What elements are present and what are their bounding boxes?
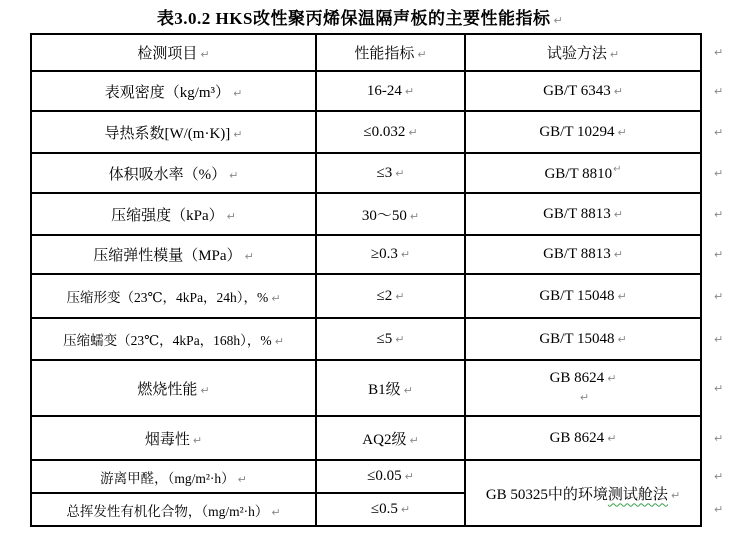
paragraph-mark-icon: ↵ xyxy=(670,488,681,502)
cell-value: 16-24 ↵ xyxy=(316,71,465,111)
paragraph-mark-icon: ↵ xyxy=(395,166,405,180)
paragraph-mark-icon: ↵ xyxy=(617,289,627,303)
paragraph-mark-icon: ↵ xyxy=(613,84,623,98)
cell-item: 压缩弹性模量（MPa） ↵ xyxy=(31,235,316,274)
cell-method: GB/T 10294 ↵ xyxy=(465,111,701,153)
paragraph-mark-icon: ↵ xyxy=(553,14,564,27)
cell-method-merged: GB 50325中的环境测试舱法 ↵ xyxy=(465,460,701,526)
paragraph-mark-icon: ↵ xyxy=(200,383,210,397)
row-end-mark-icon: ↵ xyxy=(714,207,724,221)
cell-item: 游离甲醛，（mg/m²·h） ↵ xyxy=(31,460,316,493)
cell-method: GB/T 6343 ↵ xyxy=(465,71,701,111)
paragraph-mark-icon: ↵ xyxy=(404,84,415,98)
header-item xyxy=(31,34,316,71)
row-end-mark xyxy=(701,71,733,111)
row-end-mark-icon: ↵ xyxy=(714,125,724,139)
cell-value: ≥0.3 ↵ xyxy=(316,235,465,274)
row-end-mark xyxy=(701,318,733,360)
row-end-mark-icon: ↵ xyxy=(714,248,724,261)
paragraph-mark-icon: ↵ xyxy=(579,391,590,405)
row-end-mark-icon: ↵ xyxy=(714,431,724,445)
table-row xyxy=(31,318,733,360)
paragraph-mark-icon: ↵ xyxy=(408,125,418,139)
cell-value: AQ2级 ↵ xyxy=(316,416,465,460)
table-row xyxy=(31,460,733,493)
row-end-mark-icon: ↵ xyxy=(714,332,724,346)
cell-item: 表观密度（kg/m³） ↵ xyxy=(31,71,316,111)
row-end-mark xyxy=(701,235,733,274)
cell-item: 燃烧性能 ↵ xyxy=(31,360,316,416)
header-method xyxy=(465,34,701,71)
performance-table xyxy=(30,33,734,527)
grammar-check-underline: 测试舱法 xyxy=(607,486,668,503)
paragraph-mark-icon: ↵ xyxy=(192,433,203,447)
paragraph-mark-icon: ↵ xyxy=(400,503,411,516)
row-end-mark xyxy=(701,193,733,235)
paragraph-mark-icon: ↵ xyxy=(244,250,254,263)
table-caption xyxy=(0,4,720,29)
paragraph-mark-icon: ↵ xyxy=(271,292,281,305)
paragraph-mark-icon: ↵ xyxy=(409,209,420,223)
row-end-mark-icon: ↵ xyxy=(714,84,724,98)
table-row xyxy=(31,274,733,318)
row-end-mark-icon: ↵ xyxy=(714,166,724,180)
cell-item: 压缩形变（23℃，4kPa，24h），% ↵ xyxy=(31,274,316,318)
table-caption-text: 表3.0.2 HKS改性聚丙烯保温隔声板的主要性能指标 xyxy=(156,9,551,28)
paragraph-mark-icon: ↵ xyxy=(395,332,405,346)
cell-value: 30～50 ↵ xyxy=(316,193,465,235)
cell-value: ≤0.5 ↵ xyxy=(316,493,465,526)
cell-item: 烟毒性 ↵ xyxy=(31,416,316,460)
paragraph-mark-icon: ↵ xyxy=(613,248,623,261)
paragraph-mark-icon: ↵ xyxy=(409,433,419,447)
paragraph-mark-icon: ↵ xyxy=(404,470,414,483)
cell-value: B1级 ↵ xyxy=(316,360,465,416)
cell-item: 压缩强度（kPa） ↵ xyxy=(31,193,316,235)
row-end-mark-icon: ↵ xyxy=(714,46,724,59)
paragraph-mark-icon: ↵ xyxy=(274,335,284,348)
cell-item: 导热系数[W/(m·K)] ↵ xyxy=(31,111,316,153)
paragraph-mark-icon: ↵ xyxy=(400,248,411,261)
cell-method: GB/T 8810↵ xyxy=(465,153,701,193)
cell-method: GB/T 8813 ↵ xyxy=(465,235,701,274)
row-end-mark xyxy=(701,416,733,460)
row-end-mark xyxy=(701,34,733,71)
header-row xyxy=(31,34,733,71)
header-item-label: 检测项目 xyxy=(137,46,198,62)
paragraph-mark-icon: ↵ xyxy=(617,332,627,346)
cell-value: ≤2 ↵ xyxy=(316,274,465,318)
cell-item: 体积吸水率（%） ↵ xyxy=(31,153,316,193)
table-row xyxy=(31,111,733,153)
paragraph-mark-icon: ↵ xyxy=(395,289,405,303)
paragraph-mark-icon: ↵ xyxy=(200,48,210,61)
table-row xyxy=(31,153,733,193)
row-end-mark-icon: ↵ xyxy=(714,289,724,303)
header-value-label: 性能指标 xyxy=(354,46,415,62)
cell-value: ≤0.05 ↵ xyxy=(316,460,465,493)
paragraph-mark-icon: ↵ xyxy=(607,431,617,445)
paragraph-mark-icon: ↵ xyxy=(233,86,243,100)
row-end-mark xyxy=(701,153,733,193)
paragraph-mark-icon: ↵ xyxy=(613,163,622,175)
row-end-mark xyxy=(701,274,733,318)
header-value xyxy=(316,34,465,71)
table-row xyxy=(31,71,733,111)
paragraph-mark-icon: ↵ xyxy=(229,168,239,182)
table-row xyxy=(31,235,733,274)
cell-item: 总挥发性有机化合物，（mg/m²·h） ↵ xyxy=(31,493,316,526)
table-row xyxy=(31,416,733,460)
row-end-mark xyxy=(701,460,733,493)
header-method-label: 试验方法 xyxy=(546,46,607,62)
paragraph-mark-icon: ↵ xyxy=(613,207,623,221)
cell-value: ≤3 ↵ xyxy=(316,153,465,193)
row-end-mark xyxy=(701,360,733,416)
cell-method: GB/T 15048 ↵ xyxy=(465,318,701,360)
paragraph-mark-icon: ↵ xyxy=(233,127,243,141)
cell-method: GB/T 15048 ↵ xyxy=(465,274,701,318)
paragraph-mark-icon: ↵ xyxy=(607,372,617,386)
row-end-mark xyxy=(701,111,733,153)
table-row xyxy=(31,193,733,235)
row-end-mark-icon: ↵ xyxy=(714,381,724,395)
row-end-mark xyxy=(701,493,733,526)
cell-value: ≤0.032 ↵ xyxy=(316,111,465,153)
cell-item: 压缩蠕变（23℃，4kPa，168h），% ↵ xyxy=(31,318,316,360)
paragraph-mark-icon: ↵ xyxy=(417,48,427,61)
cell-method: GB 8624 ↵ xyxy=(465,416,701,460)
cell-method: GB/T 8813 ↵ xyxy=(465,193,701,235)
paragraph-mark-icon: ↵ xyxy=(609,48,620,61)
table-row xyxy=(31,360,733,416)
row-end-mark-icon: ↵ xyxy=(714,470,724,483)
cell-value: ≤5 ↵ xyxy=(316,318,465,360)
paragraph-mark-icon: ↵ xyxy=(617,125,627,139)
paragraph-mark-icon: ↵ xyxy=(271,505,281,519)
cell-method: GB 8624 ↵ ↵ xyxy=(465,360,701,416)
row-end-mark-icon: ↵ xyxy=(714,503,724,516)
paragraph-mark-icon: ↵ xyxy=(226,209,236,223)
paragraph-mark-icon: ↵ xyxy=(403,383,413,397)
paragraph-mark-icon: ↵ xyxy=(237,472,247,486)
